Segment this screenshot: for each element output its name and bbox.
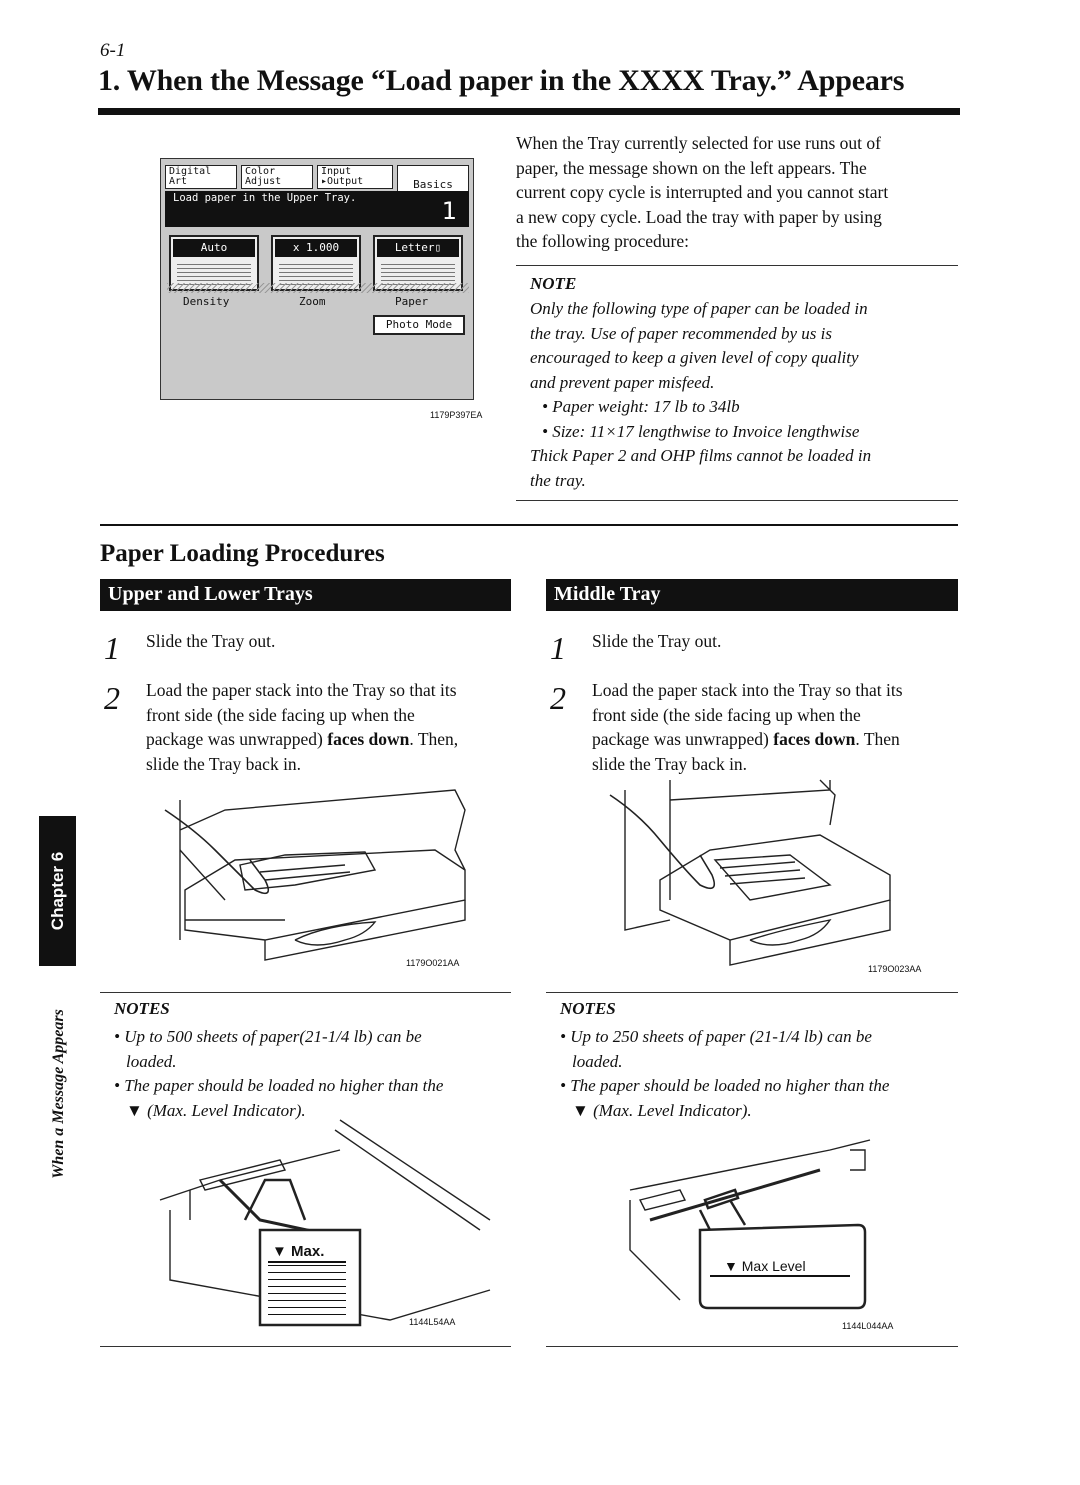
- step-text: Slide the Tray out.: [146, 631, 276, 651]
- step-line: front side (the side facing up when the: [592, 704, 861, 725]
- step-emphasis: faces down: [327, 729, 410, 749]
- notes-body: [560, 1025, 960, 1123]
- intro-line: paper, the message shown on the left appears. The: [516, 157, 867, 178]
- note-line: ▼ (Max. Level Indicator).: [126, 1100, 306, 1120]
- page-number: 6-1: [100, 40, 126, 61]
- note-line: encouraged to keep a given level of copy quality: [530, 348, 859, 367]
- step-emphasis: faces down: [773, 729, 856, 749]
- note-bullet: • Up to 500 sheets of paper(21-1/4 lb) can be: [114, 1027, 422, 1046]
- step-line-part: . Then,: [409, 729, 459, 749]
- max-label-text: Max.: [291, 1243, 325, 1260]
- chapter-label: Chapter 6: [47, 851, 67, 931]
- panel-hatch-row: [167, 283, 469, 293]
- note-line: and prevent paper misfeed.: [530, 372, 715, 392]
- step-number: 1: [104, 630, 120, 666]
- paper-caption: Paper: [395, 295, 429, 308]
- step-number: 1: [550, 630, 566, 666]
- upper-lower-trays-heading: Upper and Lower Trays: [100, 579, 511, 611]
- step-line: slide the Tray back in.: [146, 753, 302, 774]
- image-code: 1179O021AA: [406, 958, 460, 968]
- step-text: Slide the Tray out.: [592, 631, 722, 651]
- message-bar: [165, 191, 469, 227]
- right-bottom-rule: [546, 1346, 958, 1347]
- middle-tray-heading: Middle Tray: [546, 579, 958, 611]
- max-level-label: [710, 1257, 850, 1277]
- down-triangle-icon: ▼: [272, 1243, 292, 1260]
- paper-value: Letter▯: [377, 239, 459, 257]
- zoom-value: x 1.000: [275, 239, 357, 257]
- photo-mode-button[interactable]: Photo Mode: [373, 315, 465, 335]
- tab-color-adjust[interactable]: Color Adjust: [241, 165, 313, 189]
- intro-line: When the Tray currently selected for use runs out of: [516, 133, 881, 153]
- button-hatch: [279, 263, 353, 285]
- image-code: 1144L54AA: [409, 1317, 456, 1327]
- density-value: Auto: [173, 239, 255, 257]
- step-line-part: package was unwrapped): [146, 729, 328, 749]
- step-line: Load the paper stack into the Tray so that its: [146, 680, 457, 700]
- step-line: front side (the side facing up when the: [146, 704, 415, 725]
- intro-line: a new copy cycle. Load the tray with paper by using: [516, 206, 882, 227]
- left-bottom-rule: [100, 1346, 511, 1347]
- note-bullet: • Size: 11×17 lengthwise to Invoice lengthwise: [542, 421, 860, 441]
- button-hatch: [177, 263, 251, 285]
- note-line: the tray. Use of paper recommended by us is: [530, 323, 833, 343]
- max-level-label: [268, 1243, 346, 1263]
- intro-line: current copy cycle is interrupted and you cannot start: [516, 182, 889, 202]
- note-body: [530, 297, 960, 493]
- page-title: 1. When the Message “Load paper in the XXXX Tray.” Appears: [98, 64, 905, 97]
- note-bullet: • Up to 250 sheets of paper (21-1/4 lb) can be: [560, 1027, 872, 1046]
- note-line: Thick Paper 2 and OHP films cannot be loaded in: [530, 446, 872, 465]
- step-line-part: . Then: [855, 729, 900, 749]
- note-heading: NOTE: [530, 274, 577, 293]
- max-label-text: Max Level: [741, 1258, 806, 1274]
- note-bullet: • Paper weight: 17 lb to 34lb: [542, 397, 740, 416]
- step-line: Load the paper stack into the Tray so that its: [592, 680, 903, 700]
- intro-line: the following procedure:: [516, 231, 690, 251]
- message-number: 1: [441, 197, 457, 225]
- max-level-illustration-middle: [620, 1140, 870, 1320]
- step-line: [592, 727, 958, 752]
- note-bullet: • The paper should be loaded no higher than the: [560, 1076, 890, 1095]
- note-line: the tray.: [530, 470, 586, 490]
- step-number: 2: [104, 680, 120, 716]
- notes-heading: NOTES: [560, 999, 616, 1018]
- section-title: Paper Loading Procedures: [100, 540, 385, 567]
- middle-tray-illustration: [600, 780, 940, 965]
- intro-paragraph: [516, 131, 960, 254]
- section-rule: [100, 524, 958, 526]
- step-line: [146, 727, 512, 752]
- note-bottom-rule: [516, 500, 958, 501]
- step-text-block: [146, 678, 512, 776]
- note-line: Only the following type of paper can be loaded in: [530, 299, 868, 318]
- tab-digital-art[interactable]: Digital Art: [165, 165, 237, 189]
- title-rule: [98, 108, 960, 115]
- step-line-part: package was unwrapped): [592, 729, 774, 749]
- message-text: Load paper in the Upper Tray.: [173, 192, 357, 204]
- tab-basics[interactable]: Basics: [397, 165, 469, 193]
- max-level-indicator-box: [268, 1243, 346, 1313]
- note-line: ▼ (Max. Level Indicator).: [572, 1100, 752, 1120]
- note-top-rule: [516, 265, 958, 266]
- note-line: loaded.: [572, 1051, 623, 1071]
- down-triangle-icon: ▼: [724, 1258, 742, 1274]
- note-bullet: • The paper should be loaded no higher than the: [114, 1076, 444, 1095]
- running-title: [44, 980, 74, 1208]
- button-hatch: [381, 263, 455, 285]
- note-line: loaded.: [126, 1051, 177, 1071]
- image-code: 1179P397EA: [430, 410, 483, 420]
- step-line: slide the Tray back in.: [592, 753, 748, 774]
- image-code: 1144L044AA: [842, 1321, 894, 1331]
- notes-body: [114, 1025, 514, 1123]
- tab-input-output[interactable]: Input ▸Output: [317, 165, 393, 189]
- upper-tray-illustration: [165, 790, 475, 960]
- chapter-tab: [39, 816, 76, 966]
- zoom-caption: Zoom: [299, 295, 326, 308]
- image-code: 1179O023AA: [868, 964, 922, 974]
- notes-rule: [546, 992, 958, 993]
- control-panel-screen: [160, 158, 474, 400]
- paper-stack-lines: [268, 1263, 346, 1315]
- step-number: 2: [550, 680, 566, 716]
- max-level-indicator-box: [710, 1257, 850, 1279]
- step-text-block: [592, 678, 958, 776]
- notes-rule: [100, 992, 511, 993]
- running-title-text: When a Message Appears: [50, 1009, 67, 1179]
- notes-heading: NOTES: [114, 999, 170, 1018]
- density-caption: Density: [183, 295, 230, 308]
